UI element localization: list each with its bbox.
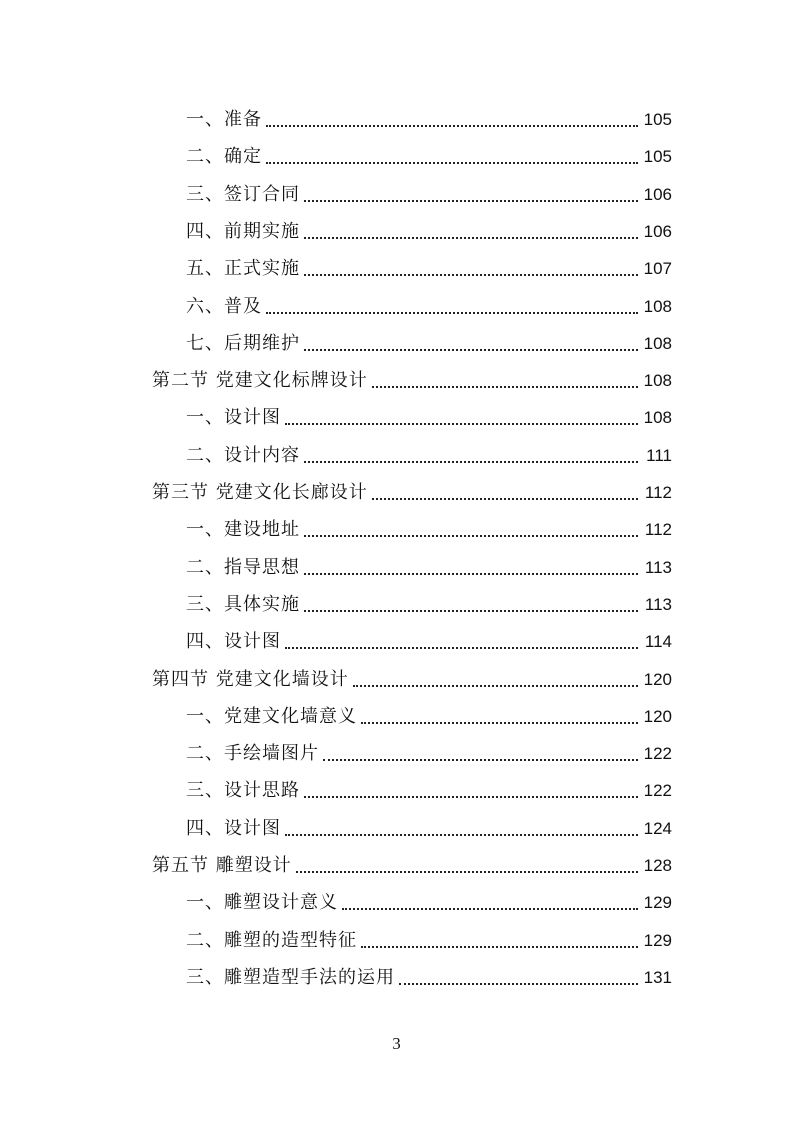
toc-leader-dots	[399, 965, 638, 991]
toc-section-title: 第二节 党建文化标牌设计	[152, 368, 370, 394]
toc-subsection-title: 二、设计内容	[186, 443, 302, 469]
toc-subsection-title: 三、雕塑造型手法的运用	[186, 965, 397, 991]
toc-leader-dots	[304, 182, 638, 208]
toc-entry[interactable]	[0, 928, 793, 954]
toc-leader-dots	[353, 667, 638, 693]
toc-entry[interactable]	[0, 517, 793, 543]
toc-section-title: 第三节 党建文化长廊设计	[152, 480, 370, 506]
toc-page-number: 120	[643, 669, 672, 689]
toc-leader-dots	[285, 629, 638, 655]
toc-entry[interactable]	[0, 555, 793, 581]
toc-leader-dots	[304, 443, 638, 469]
toc-entry[interactable]	[0, 592, 793, 618]
toc-leader-dots	[304, 778, 638, 804]
toc-leader-dots	[372, 480, 638, 506]
toc-page-number: 114	[644, 632, 672, 652]
toc-leader-dots	[304, 256, 638, 282]
toc-entry[interactable]	[0, 965, 793, 991]
toc-leader-dots	[342, 890, 638, 916]
toc-leader-dots	[304, 219, 638, 245]
toc-subsection-title: 四、前期实施	[186, 219, 302, 245]
toc-section-title: 第四节 党建文化墙设计	[152, 667, 351, 693]
toc-subsection-title: 三、设计思路	[186, 778, 302, 804]
toc-leader-dots	[285, 405, 638, 431]
toc-page-number: 129	[643, 930, 672, 950]
toc-subsection-title: 五、正式实施	[186, 256, 302, 282]
toc-entry[interactable]	[0, 890, 793, 916]
toc-leader-dots	[285, 816, 638, 842]
toc-page-number: 105	[643, 147, 672, 167]
toc-page-number: 108	[643, 408, 672, 428]
toc-page-number: 108	[643, 371, 672, 391]
toc-page-number: 107	[643, 259, 672, 279]
toc-subsection-title: 二、雕塑的造型特征	[186, 928, 359, 954]
toc-page-number: 108	[643, 296, 672, 316]
toc-page-number: 129	[643, 893, 672, 913]
toc-subsection-title: 一、建设地址	[186, 517, 302, 543]
toc-entry[interactable]	[0, 629, 793, 655]
toc-page-number: 113	[644, 594, 672, 614]
toc-page-number: 105	[643, 110, 672, 129]
toc-leader-dots	[266, 107, 638, 133]
toc-entry[interactable]	[0, 778, 793, 804]
toc-entry[interactable]	[0, 853, 793, 879]
toc-leader-dots	[304, 331, 638, 357]
toc-page-number: 128	[643, 856, 672, 875]
toc-entry[interactable]	[0, 405, 793, 431]
toc-page-number: 108	[643, 333, 672, 353]
toc-subsection-title: 二、确定	[186, 144, 264, 170]
toc-leader-dots	[372, 368, 638, 394]
toc-subsection-title: 一、党建文化墙意义	[186, 704, 359, 730]
toc-page-number: 111	[646, 445, 672, 465]
toc-entry[interactable]	[0, 144, 793, 170]
toc-entry[interactable]	[0, 107, 793, 133]
toc-leader-dots	[296, 853, 638, 879]
toc-page-number: 112	[644, 483, 672, 502]
toc-entry[interactable]	[0, 443, 793, 469]
toc-entry[interactable]	[0, 480, 793, 506]
toc-leader-dots	[323, 741, 638, 767]
toc-page-number: 124	[643, 818, 672, 838]
toc-page-number: 112	[644, 520, 672, 540]
toc-page-number: 122	[643, 781, 672, 801]
toc-entry[interactable]	[0, 294, 793, 320]
toc-entry[interactable]	[0, 741, 793, 767]
toc-subsection-title: 一、设计图	[186, 405, 283, 431]
toc-leader-dots	[266, 144, 638, 170]
toc-subsection-title: 一、雕塑设计意义	[186, 890, 340, 916]
toc-subsection-title: 七、后期维护	[186, 331, 302, 357]
toc-subsection-title: 三、具体实施	[186, 592, 302, 618]
toc-leader-dots	[361, 704, 638, 730]
toc-leader-dots	[304, 555, 638, 581]
toc-entry[interactable]	[0, 816, 793, 842]
toc-subsection-title: 二、手绘墙图片	[186, 741, 321, 767]
toc-subsection-title: 三、签订合同	[186, 182, 302, 208]
toc-subsection-title: 四、设计图	[186, 629, 283, 655]
toc-leader-dots	[361, 928, 638, 954]
toc-page-number: 131	[643, 967, 672, 987]
toc-entry[interactable]	[0, 667, 793, 693]
toc-entry[interactable]	[0, 704, 793, 730]
page-number: 3	[392, 1034, 401, 1053]
toc-entry[interactable]	[0, 182, 793, 208]
toc-leader-dots	[266, 294, 638, 320]
toc-section-title: 第五节 雕塑设计	[152, 853, 294, 879]
toc-page-number: 120	[643, 706, 672, 726]
toc-page-number: 113	[644, 557, 672, 577]
toc-subsection-title: 二、指导思想	[186, 555, 302, 581]
toc-entry[interactable]	[0, 368, 793, 394]
toc-subsection-title: 一、准备	[186, 107, 264, 133]
toc-leader-dots	[304, 517, 638, 543]
toc-page-number: 122	[643, 744, 672, 764]
toc-entry[interactable]	[0, 331, 793, 357]
toc-subsection-title: 六、普及	[186, 294, 264, 320]
toc-entry[interactable]	[0, 219, 793, 245]
toc-page-number: 106	[643, 221, 672, 241]
toc-leader-dots	[304, 592, 638, 618]
toc-subsection-title: 四、设计图	[186, 816, 283, 842]
toc-entry[interactable]	[0, 256, 793, 282]
toc-page-number: 106	[643, 184, 672, 204]
